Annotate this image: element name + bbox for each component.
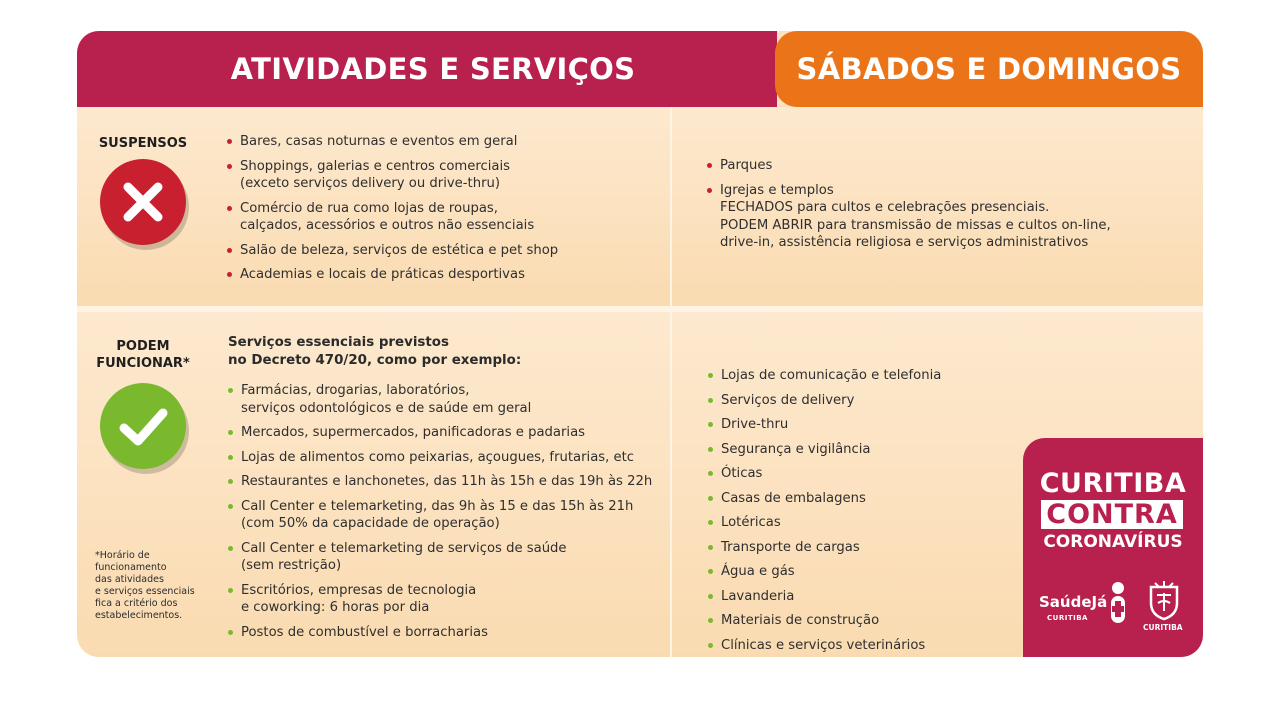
allowed-weekend-list <box>708 367 1008 657</box>
suspended-weekend-list <box>707 157 1187 259</box>
x-mark-icon-glyph <box>100 159 186 245</box>
list-item: Lojas de comunicação e telefonia <box>708 367 1008 385</box>
list-item: Lavanderia <box>708 588 1008 606</box>
allowed-label: PODEM FUNCIONAR* <box>96 339 190 371</box>
list-item: Postos de combustível e borracharias <box>228 624 668 642</box>
list-item: Restaurantes e lanchonetes, das 11h às 15h e das 19h às 22h <box>228 473 668 491</box>
allowed-intro: Serviços essenciais previstos no Decreto 470/20, como por exemplo: <box>228 335 522 368</box>
saude-ja-logo: SaúdeJá <box>1039 593 1108 611</box>
list-item: Segurança e vigilância <box>708 441 1008 459</box>
list-item: Parques <box>707 157 1187 175</box>
header-activities-title: ATIVIDADES E SERVIÇOS <box>230 52 636 86</box>
suspended-label: SUSPENSOS <box>98 136 188 151</box>
city-crest-icon <box>1145 581 1183 621</box>
list-item: Mercados, supermercados, panificadoras e padarias <box>228 424 668 442</box>
list-item: Call Center e telemarketing de serviços de saúde (sem restrição) <box>228 540 668 575</box>
brand-line-3: CORONAVÍRUS <box>1043 532 1183 552</box>
header-weekend-title: SÁBADOS E DOMINGOS <box>796 52 1182 86</box>
list-item: Igrejas e templos FECHADOS para cultos e celebrações presenciais. PODEM ABRIR para transmissão de missas e cultos on-line, drive-in, assistência religiosa e serviços administrativos <box>707 182 1187 252</box>
checkmark-icon <box>100 383 186 469</box>
allowed-weekday-list <box>228 382 668 648</box>
list-item: Casas de embalagens <box>708 490 1008 508</box>
brand-line-1: CURITIBA <box>1039 468 1187 499</box>
info-card <box>77 31 1203 657</box>
list-item: Salão de beleza, serviços de estética e pet shop <box>227 242 657 260</box>
x-mark-icon <box>100 159 186 245</box>
list-item: Transporte de cargas <box>708 539 1008 557</box>
list-item: Lotéricas <box>708 514 1008 532</box>
list-item: Óticas <box>708 465 1008 483</box>
brand-line-2: CONTRA <box>1041 500 1183 529</box>
list-item: Escritórios, empresas de tecnologia e coworking: 6 horas por dia <box>228 582 668 617</box>
list-item: Lojas de alimentos como peixarias, açougues, frutarias, etc <box>228 449 668 467</box>
list-item: Farmácias, drogarias, laboratórios, serviços odontológicos e de saúde em geral <box>228 382 668 417</box>
list-item: Comércio de rua como lojas de roupas, calçados, acessórios e outros não essenciais <box>227 200 657 235</box>
suspended-weekday-list <box>227 133 657 291</box>
list-item: Bares, casas noturnas e eventos em geral <box>227 133 657 151</box>
list-item: Call Center e telemarketing, das 9h às 15 e das 15h às 21h (com 50% da capacidade de operação) <box>228 498 668 533</box>
campaign-logo-panel <box>1023 438 1203 657</box>
crest-sub: CURITIBA <box>1143 623 1183 632</box>
checkmark-icon-glyph <box>100 383 186 469</box>
list-item: Clínicas e serviços veterinários <box>708 637 1008 655</box>
footnote: *Horário de funcionamento das atividades e serviços essenciais fica a critério dos estabelecimentos. <box>95 550 195 621</box>
list-item: Água e gás <box>708 563 1008 581</box>
list-item: Drive-thru <box>708 416 1008 434</box>
list-item: Serviços de delivery <box>708 392 1008 410</box>
saude-ja-sub: CURITIBA <box>1047 614 1088 622</box>
plus-figure-icon <box>1107 581 1129 625</box>
list-item: Academias e locais de práticas desportivas <box>227 266 657 284</box>
list-item: Materiais de construção <box>708 612 1008 630</box>
column-divider <box>670 107 672 657</box>
list-item: Shoppings, galerias e centros comerciais (exceto serviços delivery ou drive-thru) <box>227 158 657 193</box>
